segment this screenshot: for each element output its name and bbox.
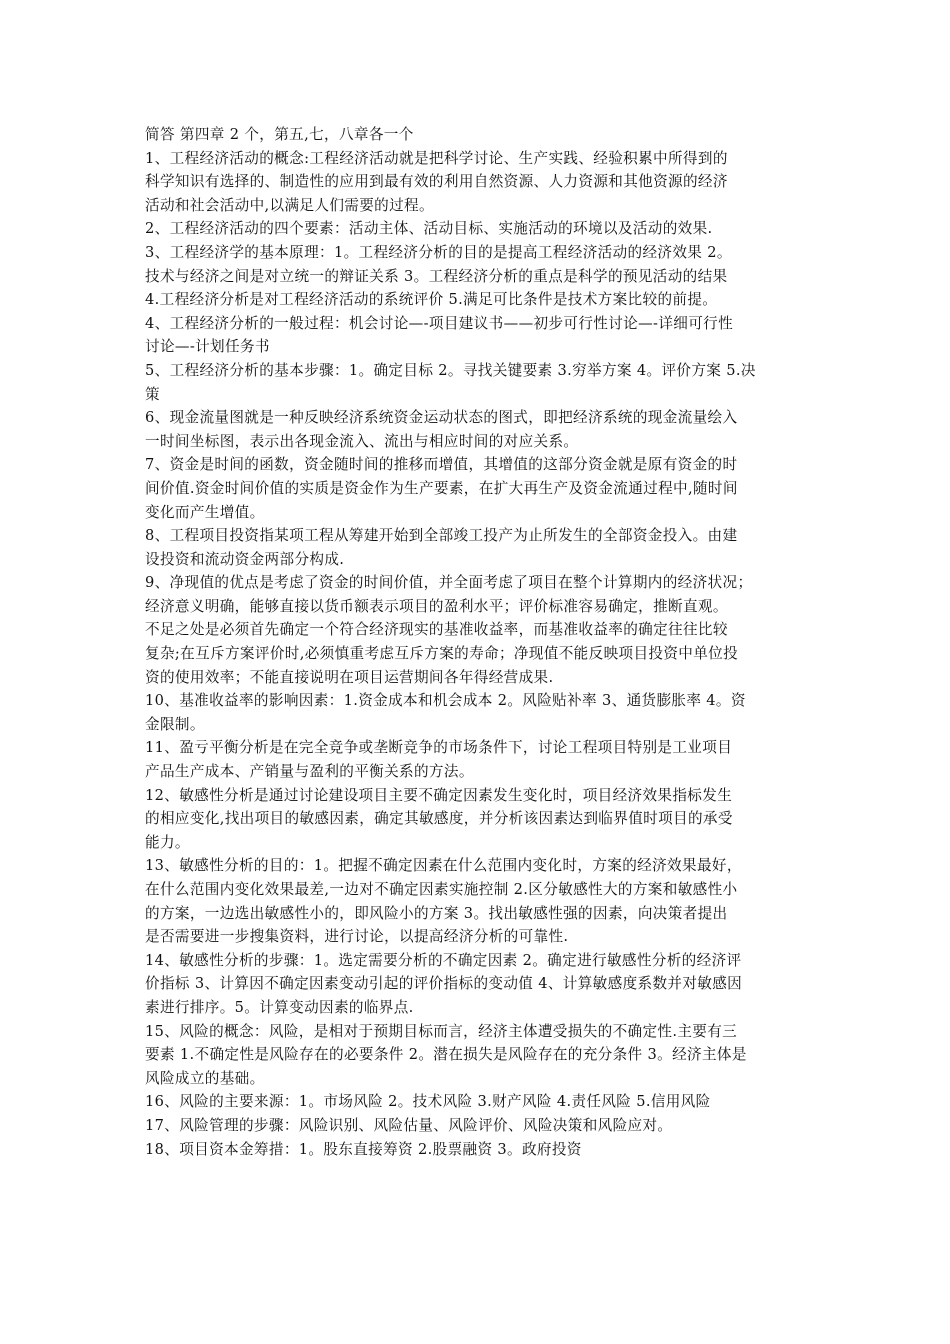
text-line: 17、风险管理的步骤：风险识别、风险估量、风险评价、风险决策和风险应对。	[145, 1116, 673, 1134]
text-line: 15、风险的概念：风险，是相对于预期目标而言，经济主体遭受损失的不确定性.主要有三	[145, 1022, 738, 1040]
text-line: 9、净现值的优点是考虑了资金的时间价值，并全面考虑了项目在整个计算期内的经济状况；	[145, 574, 753, 592]
text-line: 3、工程经济学的基本原理：1。工程经济分析的目的是提高工程经济活动的经济效果 2。	[145, 243, 732, 261]
text-line: 12、敏感性分析是通过讨论建设项目主要不确定因素发生变化时，项目经济效果指标发生	[145, 786, 733, 804]
text-line: 技术与经济之间是对立统一的辩证关系 3。工程经济分析的重点是科学的预见活动的结果	[145, 267, 728, 285]
text-line: 16、风险的主要来源：1。市场风险 2。技术风险 3.财产风险 4.责任风险 5.信用风险	[145, 1093, 711, 1111]
text-line: 变化而产生增值。	[145, 503, 265, 521]
text-line: 11、盈亏平衡分析是在完全竞争或垄断竞争的市场条件下，讨论工程项目特别是工业项目	[145, 739, 733, 757]
text-line: 金限制。	[145, 715, 205, 733]
text-line: 一时间坐标图，表示出各现金流入、流出与相应时间的对应关系。	[145, 432, 579, 450]
text-line: 不足之处是必须首先确定一个符合经济现实的基准收益率，而基准收益率的确定往往比较	[145, 621, 728, 639]
text-line: 5、工程经济分析的基本步骤：1。确定目标 2。寻找关键要素 3.穷举方案 4。评价方案 5.决	[145, 361, 756, 379]
text-line: 产品生产成本、产销量与盈利的平衡关系的方法。	[145, 763, 474, 781]
text-line: 4.工程经济分析是对工程经济活动的系统评价 5.满足可比条件是技术方案比较的前提。	[145, 291, 718, 309]
text-line: 在什么范围内变化效果最差,一边对不确定因素实施控制 2.区分敏感性大的方案和敏感性小	[145, 881, 738, 898]
text-line: 素进行排序。5。计算变动因素的临界点.	[145, 998, 414, 1016]
text-line: 讨论—-计划任务书	[145, 338, 270, 356]
document-page	[145, 123, 817, 1161]
heading-line: 简答 第四章 2 个，第五,七，八章各一个	[145, 126, 414, 143]
text-line: 风险成立的基础。	[145, 1069, 265, 1087]
text-line: 2、工程经济活动的四个要素：活动主体、活动目标、实施活动的环境以及活动的效果.	[145, 220, 713, 238]
text-line: 间价值.资金时间价值的实质是资金作为生产要素，在扩大再生产及资金流通过程中,随时间	[145, 479, 738, 497]
text-line: 的方案，一边选出敏感性小的，即风险小的方案 3。找出敏感性强的因素，向决策者提出	[145, 904, 728, 922]
text-line: 经济意义明确，能够直接以货币额表示项目的盈利水平；评价标准容易确定，推断直观。	[145, 597, 728, 615]
text-line: 价指标 3、计算因不确定因素变动引起的评价指标的变动值 4、计算敏感度系数并对敏感因	[145, 975, 743, 993]
text-line: 6、现金流量图就是一种反映经济系统资金运动状态的图式，即把经济系统的现金流量绘入	[145, 409, 738, 427]
text-line: 设投资和流动资金两部分构成.	[145, 550, 345, 568]
text-line: 是否需要进一步搜集资料，进行讨论，以提高经济分析的可靠性.	[145, 928, 569, 946]
text-line: 资的使用效率；不能直接说明在项目运营期间各年得经营成果.	[145, 668, 554, 686]
text-line: 13、敏感性分析的目的：1。把握不确定因素在什么范围内变化时，方案的经济效果最好，	[145, 857, 742, 875]
text-line: 10、基准收益率的影响因素：1.资金成本和机会成本 2。风险贴补率 3、通货膨胀率 4。资	[145, 692, 746, 710]
text-line: 活动和社会活动中,以满足人们需要的过程。	[145, 196, 434, 214]
text-line: 8、工程项目投资指某项工程从筹建开始到全部竣工投产为止所发生的全部资金投入。由建	[145, 527, 738, 545]
text-line: 14、敏感性分析的步骤：1。选定需要分析的不确定因素 2。确定进行敏感性分析的经济评	[145, 951, 742, 969]
text-line: 科学知识有选择的、制造性的应用到最有效的利用自然资源、人力资源和其他资源的经济	[145, 173, 728, 191]
text-line: 4、工程经济分析的一般过程：机会讨论—-项目建议书——初步可行性讨论—-详细可行性	[145, 314, 734, 332]
text-line: 要素 1.不确定性是风险存在的必要条件 2。潜在损失是风险存在的充分条件 3。经济主体是	[145, 1046, 747, 1064]
text-line: 的相应变化,找出项目的敏感因素，确定其敏感度，并分析该因素达到临界值时项目的承受	[145, 810, 733, 828]
text-line: 能力。	[145, 833, 190, 851]
text-line: 18、项目资本金筹措：1。股东直接筹资 2.股票融资 3。政府投资	[145, 1140, 582, 1158]
text-line: 7、资金是时间的函数，资金随时间的推移而增值，其增值的这部分资金就是原有资金的时	[145, 456, 738, 474]
text-line: 策	[145, 385, 160, 403]
text-line: 1、工程经济活动的概念:工程经济活动就是把科学讨论、生产实践、经验积累中所得到的	[145, 149, 728, 167]
text-line: 复杂;在互斥方案评价时,必须慎重考虑互斥方案的寿命；净现值不能反映项目投资中单位投	[145, 645, 739, 663]
